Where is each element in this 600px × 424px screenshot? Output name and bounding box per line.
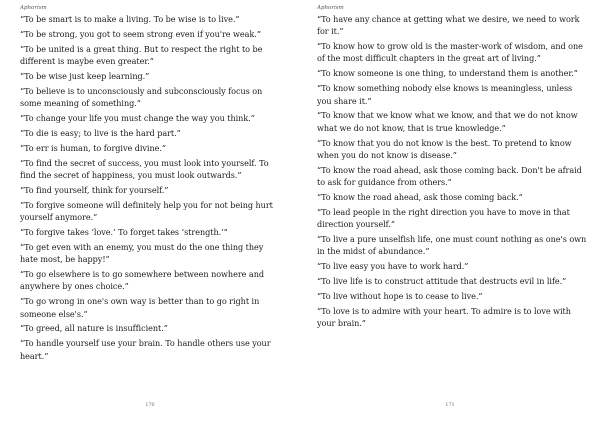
quote-item: “To forgive takes ‘love.’ To forget takes ‘strength.’” [20,226,228,237]
quote-item: “To know someone is one thing, to understand them is another.” [317,68,578,79]
quote-item: “To greed, all nature is insufficient.” [20,323,168,334]
quote-item: “To be wise just keep learning.” [20,70,150,81]
quote-item: “To change your life you must change the way you think.” [20,113,255,124]
quote-list [317,13,589,330]
quote-item: “To know the road ahead, ask those coming back. Don't be afraid to ask for guidance from others.” [317,164,582,188]
quote-item: “To forgive someone will definitely help you for not being hurt yourself anymore.” [20,199,273,223]
quote-list [20,13,282,362]
quote-item: “To live easy you have to work hard.” [317,261,469,272]
quote-item: “To err is human, to forgive divine.” [20,142,166,153]
page-number: 170 [145,403,155,408]
quote-item: “To lead people in the right direction you have to move in that direction yourself.” [317,206,570,230]
running-head: Aphorism [317,5,344,11]
quote-item: “To be smart is to make a living. To be wise is to live.” [20,14,240,24]
quote-item: “To find the secret of success, you must look into yourself. To find the secret of happiness, you must look outwards.” [20,157,269,181]
quote-item: “To go elsewhere is to go somewhere between nowhere and anywhere by ones choice.” [20,269,264,292]
quote-item: “To know that we know what we know, and that we do not know what we do not know, that is true knowledge.” [317,110,578,133]
quote-item: “To love is to admire with your heart. To admire is to love with your brain.” [317,305,571,329]
page-number: 171 [445,403,455,408]
running-head: Aphorism [20,5,47,11]
quote-item: “To live a pure unselfish life, one must count nothing as one's own in the midst of abundance.” [317,234,587,257]
quote-item: “To find yourself, think for yourself.” [20,184,169,195]
quote-item: “To believe is to unconsciously and subconsciously focus on some meaning of something.” [20,85,263,109]
quote-item: “To get even with an enemy, you must do the one thing they hate most, be happy!” [20,241,264,265]
quote-item: “To be strong, you got to seem strong even if you're weak.” [20,28,261,39]
quote-item: “To die is easy; to live is the hard part.” [20,127,181,138]
quote-item: “To know that you do not know is the best. To pretend to know when you do not know is disease.” [317,137,572,160]
quote-item: “To know the road ahead, ask those coming back.” [317,192,523,203]
quote-item: “To live without hope is to cease to live.” [317,291,483,302]
quote-item: “To handle yourself use your brain. To handle others use your heart.” [20,338,271,361]
quote-item: “To live life is to construct attitude that destructs evil in life.” [317,276,567,287]
quote-item: “To have any chance at getting what we desire, we need to work for it.” [317,14,580,37]
quote-item: “To know how to grow old is the master-work of wisdom, and one of the most difficult chapters in the great art of living.” [317,41,583,64]
right-page [300,0,600,424]
quote-item: “To know something nobody else knows is meaningless, unless you share it.” [317,83,573,106]
quote-item: “To go wrong in one's own way is better than to go right in someone else's.” [20,296,260,319]
quote-item: “To be united is a great thing. But to respect the right to be different is maybe even greater.” [20,43,263,67]
